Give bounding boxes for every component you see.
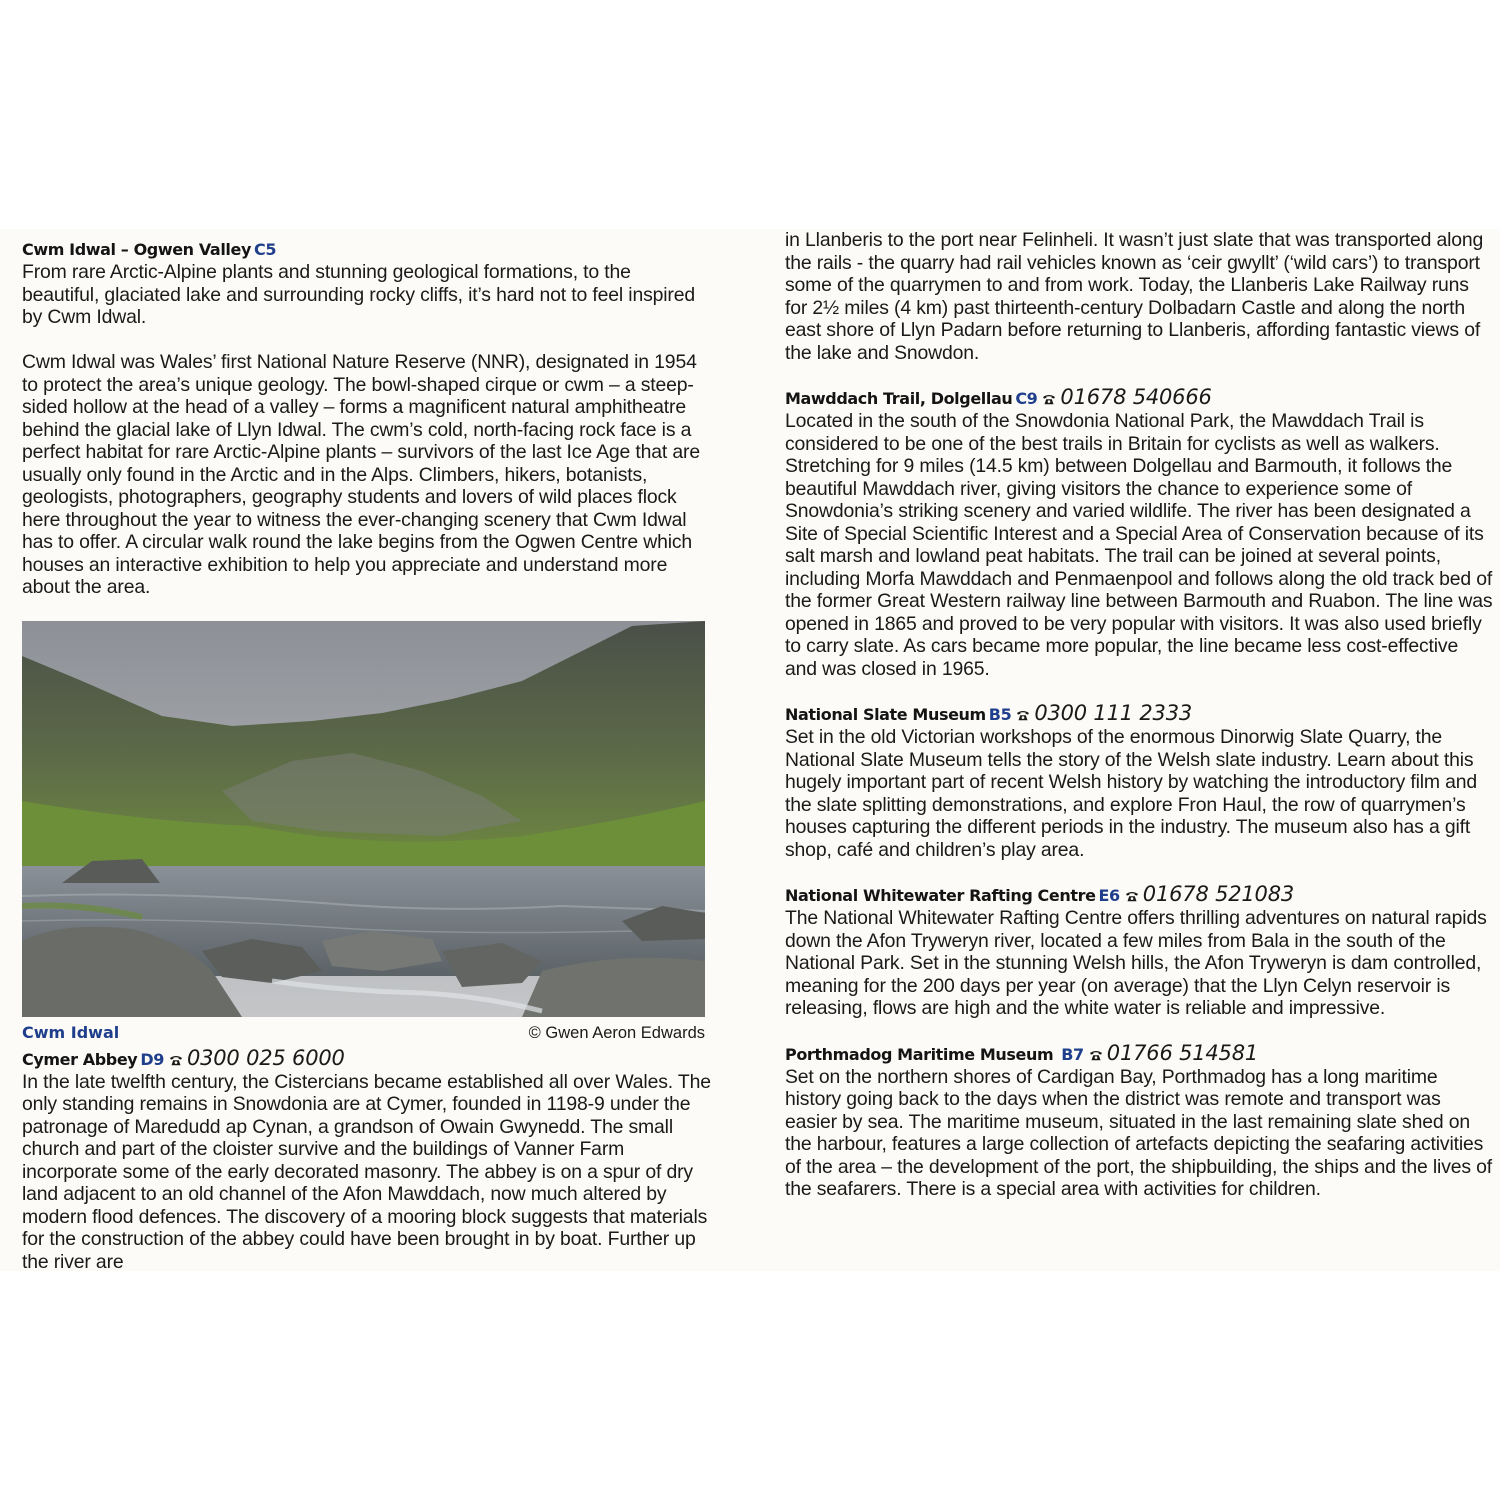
- entry-heading: [785, 702, 1493, 726]
- photo-figure: [22, 621, 705, 1045]
- phone-number: 0300 111 2333: [1034, 701, 1193, 725]
- right-column: [785, 229, 1493, 1271]
- entry-continuation: [785, 229, 1493, 364]
- entry-paragraph: Set on the northern shores of Cardigan Bay, Porthmadog has a long maritime history going back to the days when the district was remote and transport was easier by sea. The maritime museum, situated in the last remaining slate shed on the harbour, features a large collection of artefacts depicting the seafaring activities of the area – the development of the port, the shipbuilding, the ships and the lives of the seafarers. There is a special area with activities for children.: [785, 1065, 1493, 1200]
- entry-heading: [785, 883, 1493, 907]
- photo-caption: Cwm Idwal: [22, 1022, 120, 1042]
- grid-reference: C5: [253, 240, 277, 259]
- telephone-icon: [1125, 890, 1139, 902]
- entry-paragraph: Located in the south of the Snowdonia National Park, the Mawddach Trail is considered to be one of the best trails in Britain for cyclists as well as walkers. Stretching for 9 miles (14.5 km) between Dolgellau and Barmouth, it follows the beautiful Mawddach river, giving visitors the chance to experience some of Snowdonia’s striking scenery and varied wildlife. The river has been designated a Site of Special Scientific Interest and a Special Area of Conservation because of its salt marsh and lowland peat habitats. The trail can be joined at several points, including Morfa Mawddach and Penmaenpool and follows along the old track bed of the former Great Western railway line between Barmouth and Ruabon. The line was opened in 1865 and proved to be very popular with visitors. It was also used briefly to carry slate. As cars became more popular, the line became less cost-effective and was closed in 1965.: [785, 410, 1493, 680]
- phone-number: 01678 521083: [1142, 882, 1295, 906]
- left-column: [22, 229, 712, 1271]
- entry-title: Porthmadog Maritime Museum: [785, 1044, 1054, 1064]
- entry-paragraph: From rare Arctic-Alpine plants and stunning geological formations, to the beautiful, glaciated lake and surrounding rocky cliffs, it’s hard not to feel inspired by Cwm Idwal.: [22, 261, 695, 328]
- entry-heading: [22, 1047, 712, 1071]
- photo-credit: © Gwen Aeron Edwards: [528, 1023, 705, 1042]
- grid-reference: B7: [1061, 1044, 1084, 1064]
- cwm-idwal-photo: [22, 621, 705, 1017]
- entry-porthmadog-maritime-museum: [785, 1042, 1493, 1201]
- entry-heading: [22, 239, 712, 261]
- phone-number: 01678 540666: [1060, 385, 1212, 409]
- continued-paragraph: in Llanberis to the port near Felinheli. It wasn’t just slate that was transported along the rails - the quarry had rail vehicles known as ‘ceir gwyllt’ (‘wild cars’) to transport some of the quarrymen to and from work. Today, the Llanberis Lake Railway runs for 2½ miles (4 km) past thirteenth-century Dolbadarn Castle and along the north east shore of Llyn Padarn before returning to Llanberis, affording fantastic views of the lake and Snowdon.: [785, 229, 1484, 364]
- telephone-icon: [1089, 1049, 1103, 1061]
- entry-paragraph: Set in the old Victorian workshops of the enormous Dinorwig Slate Quarry, the National Slate Museum tells the story of the Welsh slate industry. Learn about this hugely important part of recent Welsh history by watching the introductory film and the slate splitting demonstrations, and explore Fron Haul, the row of quarrymen’s houses capturing the different periods in the industry. The museum also has a gift shop, café and children’s play area.: [785, 726, 1478, 861]
- photo-caption-row: [22, 1023, 705, 1045]
- entry-title: National Whitewater Rafting Centre: [785, 886, 1096, 905]
- phone-number: 0300 025 6000: [186, 1045, 345, 1070]
- entry-title: National Slate Museum: [785, 705, 986, 724]
- grid-reference: C9: [1015, 389, 1038, 408]
- telephone-icon: [1042, 393, 1056, 405]
- entry-title: Cwm Idwal – Ogwen Valley: [22, 240, 251, 259]
- entry-paragraph: Cwm Idwal was Wales’ first National Nature Reserve (NNR), designated in 1954 to protect the area’s unique geology. The bowl-shaped cirque or cwm – a steep-sided hollow at the head of a valley – forms a magnificent natural amphitheatre behind the glacial lake of Llyn Idwal. The cwm’s cold, north-facing rock face is a perfect habitat for rare Arctic-Alpine plants – survivors of the last Ice Age that are usually only found in the Arctic and in the Alps. Climbers, hikers, botanists, geologists, photographers, geography students and lovers of wild places flock here throughout the year to witness the ever-changing scenery that Cwm Idwal has to offer. A circular walk round the lake begins from the Ogwen Centre which houses an interactive exhibition to help you appreciate and understand more about the area.: [22, 351, 700, 598]
- grid-reference: E6: [1098, 886, 1120, 905]
- entry-title: Mawddach Trail, Dolgellau: [785, 389, 1013, 408]
- telephone-icon: [169, 1054, 183, 1066]
- entry-mawddach-trail: [785, 386, 1493, 680]
- entry-national-slate-museum: [785, 702, 1493, 861]
- entry-paragraph: The National Whitewater Rafting Centre offers thrilling adventures on natural rapids down the Afon Tryweryn river, located a few miles from Bala in the south of the National Park. Set in the stunning Welsh hills, the Afon Tryweryn is dam controlled, meaning for the 200 days per year (on average) that the Llyn Celyn reservoir is releasing, flows are high and the white water is reliable and impressive.: [785, 907, 1487, 1019]
- entry-title: Cymer Abbey: [22, 1049, 138, 1069]
- entry-heading: [785, 386, 1493, 410]
- grid-reference: B5: [988, 705, 1012, 724]
- entry-heading: [785, 1042, 1493, 1066]
- entry-cymer-abbey: [22, 1047, 712, 1272]
- entry-whitewater-rafting-centre: [785, 883, 1493, 1020]
- telephone-icon: [1016, 709, 1030, 721]
- grid-reference: D9: [140, 1049, 164, 1069]
- phone-number: 01766 514581: [1106, 1040, 1259, 1065]
- entry-paragraph: In the late twelfth century, the Cistercians became established all over Wales. The only standing remains in Snowdonia are at Cymer, founded in 1198-9 under the patronage of Maredudd ap Cynan, a grandson of Owain Gwynedd. The small church and part of the cloister survive and the buildings of Vanner Farm incorporate some of the early decorated masonry. The abbey is on a spur of dry land adjacent to an old channel of the Afon Mawddach, now much altered by modern flood defences. The discovery of a mooring block suggests that materials for the construction of the abbey could have been brought in by boat. Further up the river are: [22, 1070, 711, 1271]
- entry-cwm-idwal: [22, 239, 712, 599]
- page-spread: [0, 229, 1500, 1271]
